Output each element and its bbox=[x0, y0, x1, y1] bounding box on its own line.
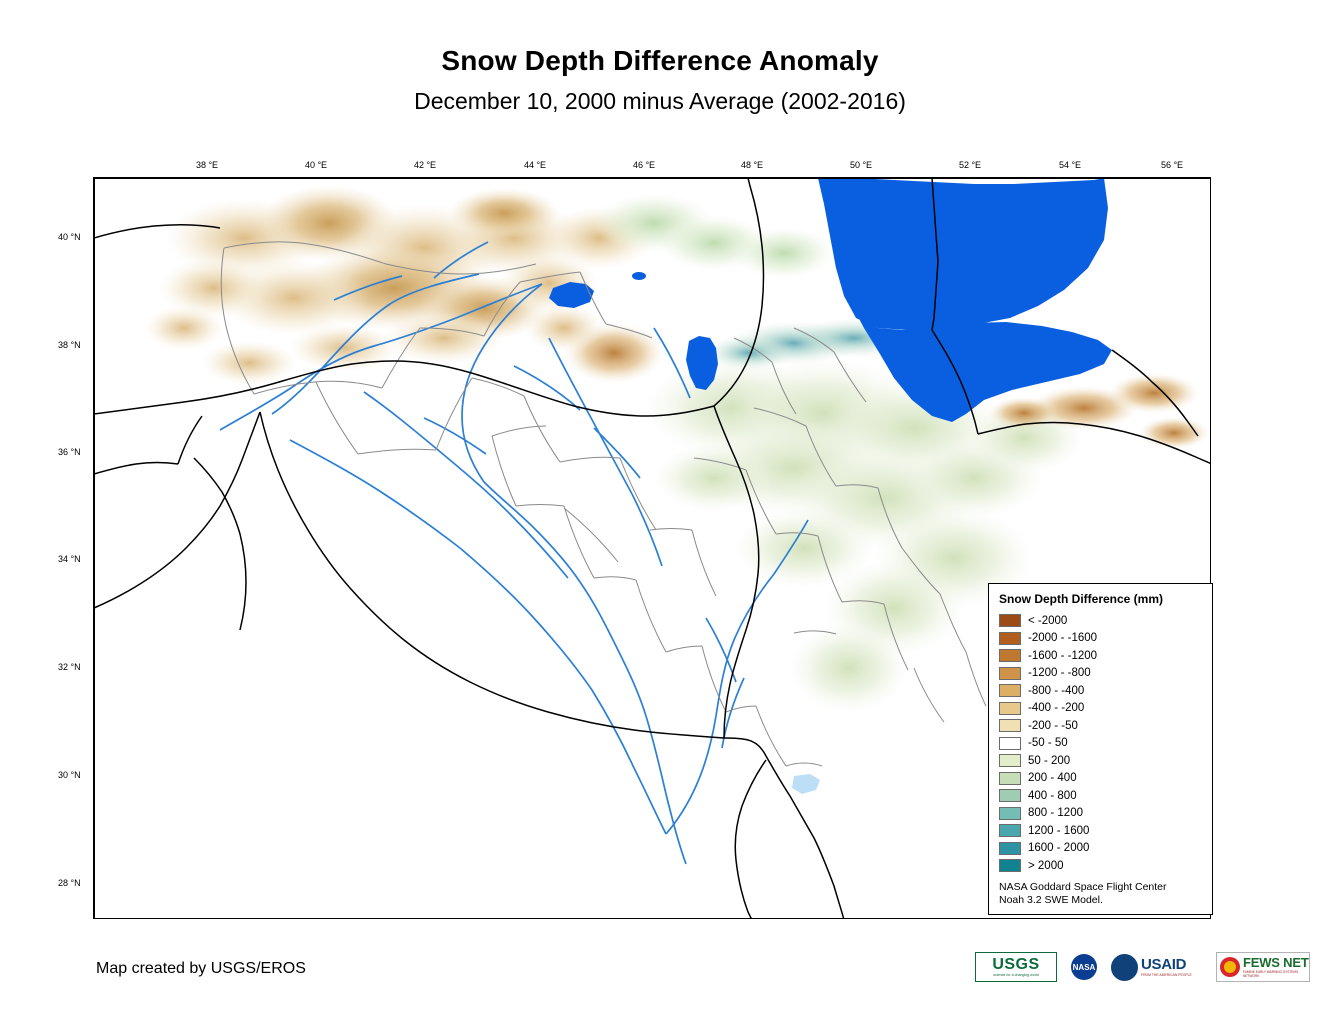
lat-tick-label: 28 °N bbox=[58, 878, 81, 888]
legend-label: -800 - -400 bbox=[1028, 684, 1085, 697]
usaid-seal-icon bbox=[1111, 954, 1138, 981]
legend-item bbox=[997, 717, 1204, 735]
globe-icon bbox=[1220, 957, 1240, 977]
lon-tick-label: 38 °E bbox=[195, 160, 219, 170]
legend-label: 50 - 200 bbox=[1028, 754, 1071, 767]
legend-item bbox=[997, 612, 1204, 630]
legend-item bbox=[997, 682, 1204, 700]
legend-label: -1600 - -1200 bbox=[1028, 649, 1098, 662]
legend-swatch bbox=[999, 754, 1021, 767]
usgs-logo-text: USGS bbox=[992, 955, 1040, 973]
footer-credit: Map created by USGS/EROS bbox=[96, 960, 306, 977]
legend-credit-line-1: NASA Goddard Space Flight Center bbox=[999, 880, 1167, 893]
lat-tick-label: 32 °N bbox=[58, 662, 81, 672]
lon-tick-label: 44 °E bbox=[523, 160, 547, 170]
legend-label: 1600 - 2000 bbox=[1028, 842, 1090, 855]
logo-bar bbox=[975, 952, 1310, 982]
legend-swatch bbox=[999, 824, 1021, 837]
legend-item bbox=[997, 822, 1204, 840]
lat-tick-label: 34 °N bbox=[58, 554, 81, 564]
lat-tick-label: 36 °N bbox=[58, 447, 81, 457]
legend-swatch bbox=[999, 614, 1021, 627]
nasa-logo-text: NASA bbox=[1071, 954, 1097, 980]
legend-item bbox=[997, 647, 1204, 665]
legend-label: -400 - -200 bbox=[1028, 702, 1085, 715]
legend-title: Snow Depth Difference (mm) bbox=[999, 592, 1164, 606]
fews-logo-text: FEWS NET bbox=[1243, 955, 1309, 971]
legend-label: 800 - 1200 bbox=[1028, 807, 1083, 820]
lat-tick-label: 40 °N bbox=[58, 232, 81, 242]
lat-tick-label: 30 °N bbox=[58, 770, 81, 780]
page-subtitle: December 10, 2000 minus Average (2002-2016) bbox=[414, 88, 906, 114]
lon-tick-label: 40 °E bbox=[304, 160, 328, 170]
lat-tick-label: 38 °N bbox=[58, 340, 81, 350]
page-title: Snow Depth Difference Anomaly bbox=[441, 45, 879, 76]
legend-item bbox=[997, 805, 1204, 823]
legend-label: -200 - -50 bbox=[1028, 719, 1078, 732]
legend-label: 200 - 400 bbox=[1028, 772, 1077, 785]
nasa-logo bbox=[1066, 952, 1102, 982]
legend-item bbox=[997, 787, 1204, 805]
legend-item bbox=[997, 735, 1204, 753]
map-legend bbox=[988, 583, 1213, 915]
legend-label: -2000 - -1600 bbox=[1028, 632, 1098, 645]
usaid-logo bbox=[1111, 952, 1207, 982]
legend-swatch bbox=[999, 702, 1021, 715]
legend-credit bbox=[999, 881, 1204, 907]
usgs-logo bbox=[975, 952, 1057, 982]
legend-swatch bbox=[999, 719, 1021, 732]
legend-swatch bbox=[999, 667, 1021, 680]
usgs-logo-tagline: science for a changing world bbox=[993, 972, 1039, 977]
lon-tick-label: 52 °E bbox=[958, 160, 982, 170]
legend-label: -1200 - -800 bbox=[1028, 667, 1091, 680]
legend-item bbox=[997, 752, 1204, 770]
legend-item bbox=[997, 857, 1204, 875]
usaid-logo-text: USAID bbox=[1141, 955, 1187, 973]
legend-label: 1200 - 1600 bbox=[1028, 824, 1090, 837]
usaid-logo-tagline: FROM THE AMERICAN PEOPLE bbox=[1141, 972, 1192, 977]
lon-tick-label: 50 °E bbox=[849, 160, 873, 170]
legend-swatch bbox=[999, 772, 1021, 785]
lon-tick-label: 46 °E bbox=[632, 160, 656, 170]
fews-logo-tagline: FAMINE EARLY WARNING SYSTEMS NETWORK bbox=[1243, 970, 1299, 978]
legend-item bbox=[997, 665, 1204, 683]
legend-swatch bbox=[999, 859, 1021, 872]
legend-credit-line-2: Noah 3.2 SWE Model. bbox=[999, 893, 1103, 906]
legend-label: < -2000 bbox=[1028, 614, 1068, 627]
legend-item bbox=[997, 770, 1204, 788]
legend-swatch bbox=[999, 632, 1021, 645]
legend-swatch bbox=[999, 807, 1021, 820]
fews-net-logo bbox=[1216, 952, 1310, 982]
legend-swatch bbox=[999, 649, 1021, 662]
legend-swatch bbox=[999, 684, 1021, 697]
lon-tick-label: 54 °E bbox=[1058, 160, 1082, 170]
legend-swatch bbox=[999, 737, 1021, 750]
legend-item bbox=[997, 630, 1204, 648]
legend-swatch bbox=[999, 842, 1021, 855]
legend-label: -50 - 50 bbox=[1028, 737, 1068, 750]
legend-item bbox=[997, 840, 1204, 858]
lon-tick-label: 42 °E bbox=[413, 160, 437, 170]
legend-label: 400 - 800 bbox=[1028, 789, 1077, 802]
lon-tick-label: 56 °E bbox=[1160, 160, 1184, 170]
legend-swatch bbox=[999, 789, 1021, 802]
legend-item bbox=[997, 700, 1204, 718]
legend-label: > 2000 bbox=[1028, 859, 1064, 872]
lon-tick-label: 48 °E bbox=[740, 160, 764, 170]
